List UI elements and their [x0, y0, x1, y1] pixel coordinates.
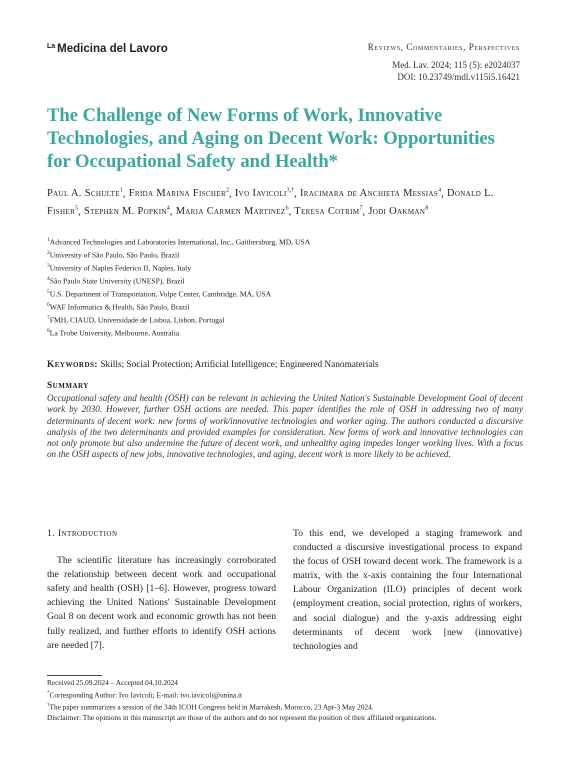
affiliation: $^3$University of Naples Federico II, Naples, Italy [47, 263, 192, 273]
affiliation: $^2$University of São Paulo, São Paulo, Brazil [47, 250, 180, 260]
disclaimer: Disclaimer: The opinions in this manuscript are those of the authors and do not represent the position of their affiliated organizations. [47, 712, 437, 722]
affiliation: $^4$São Paulo State University (UNESP), Brazil [47, 276, 185, 286]
body-paragraph: The scientific literature has increasingly corroborated the relationship between decent work and occupational safety and health (OSH) [1–6]. However, progress toward achieving the United Nations' Sustainable Development Goal 8 on decent work and economic growth has not been fully realized, and further efforts to identify OSH actions are needed [7]. [47, 555, 276, 651]
author: Maria Carmen Martinez$^6$ [175, 205, 289, 218]
keywords-text: Skills; Social Protection; Artificial Intelligence; Engineered Nanomaterials [100, 360, 379, 370]
affiliation: $^6$WAF Informatics & Health, São Paulo, Brazil [47, 302, 190, 312]
footnotes [47, 678, 527, 723]
author: Frida Marina Fischer$^2$ [128, 188, 229, 200]
citation-block [392, 59, 520, 83]
body-column-left [47, 527, 276, 653]
summary-text: Occupational safety and health (OSH) can be relevant in achieving the United Nation's Sustainable Development Goal of decent work by 2030. However, further OSH actions are needed. This paper identifies the role of OSH in addressing two of many determinants of decent work: new forms of work/innovative technologies and worker aging. The authors conducted a discursive analysis of the two determinants and provided examples for consideration. New forms of work and innovative technologies can not only promote but also undermine the future of decent work, and unhealthy aging impedes longer working lives. With a focus on the OSH aspects of new jobs, innovative technologies, and aging, decent work is more likely to be achieved. [47, 393, 523, 460]
journal-name: Medicina del Lavoro [57, 43, 168, 55]
affiliation: $^8$La Trobe University, Melbourne, Australia [47, 328, 180, 338]
session-note: †The paper summarizes a session of the 34th ICOH Congress held in Marrakesh, Morocco, 23 Apr-3 May 2024. [47, 702, 374, 712]
doi[interactable]: DOI: 10.23749/mdl.v115i5.16421 [397, 72, 520, 82]
author: Stephen M. Popkin$^4$ [84, 205, 170, 218]
author-list: Paul A. Schulte$^1$, Frida Marina Fischer$^2$, Ivo Iavicoli$^{3,\dagger}$, Iracimara de Anchieta Messias$^4$, Donald L. Fisher$^5$, Stephen M. Popkin$^4$, Maria Carmen Martinez$^6$, Teresa Cotrim$^7$, Jodi Oakman$^8$ [47, 188, 494, 218]
journal-logo [47, 43, 168, 55]
body-paragraph: To this end, we developed a staging framework and conducted a discursive investigational process to expand the focus of OSH toward decent work. The framework is a matrix, with the x-axis containing the four International Labour Organization (ILO) principles of decent work (employment creation, social protection, rights of workers, and social dialogue) and the y-axis addressing eight determinants of decent work [new (innovative) technologies and [293, 528, 522, 652]
body-column-right [293, 527, 522, 654]
journal-mark: La [47, 43, 56, 50]
author: Teresa Cotrim$^7$ [294, 205, 363, 218]
corresponding-author: *Corresponding Author: Ivo Iavicoli; E-mail: ivo.iavicoli@unina.it [47, 690, 243, 700]
keywords-label: Keywords: [47, 360, 98, 370]
author: Paul A. Schulte$^1$ [47, 188, 123, 200]
section-heading: 1. Introduction [47, 529, 118, 539]
author: Ivo Iavicoli$^{3,\dagger}$ [234, 188, 295, 200]
author: Jodi Oakman$^8$ [368, 205, 429, 218]
keywords [47, 360, 379, 370]
citation: Med. Lav. 2024; 115 (5): e2024037 [392, 60, 520, 70]
summary-heading: Summary [47, 381, 89, 391]
author: Donald L. Fisher$^5$ [47, 188, 494, 218]
section-label: Reviews, Commentaries, Perspectives [367, 42, 520, 52]
affiliation-list [47, 235, 522, 339]
received-dates: Received 25.09.2024 – Accepted 04.10.2024 [47, 678, 178, 687]
affiliation: $^7$FMH, CIAUD, Universidade de Lisboa, Lisbon, Portugal [47, 315, 225, 325]
affiliation: $^1$Advanced Technologies and Laboratories International, Inc., Gaithersburg, MD, USA [47, 237, 311, 247]
footnote-divider [47, 675, 102, 676]
article-title: The Challenge of New Forms of Work, Innovative Technologies, and Aging on Decent Work: Opportunities for Occupational Safety and Health* [47, 105, 495, 172]
affiliation: $^5$U.S. Department of Transportation, Volpe Center, Cambridge, MA, USA [47, 289, 272, 299]
author: Iracimara de Anchieta Messias$^4$ [299, 188, 442, 200]
